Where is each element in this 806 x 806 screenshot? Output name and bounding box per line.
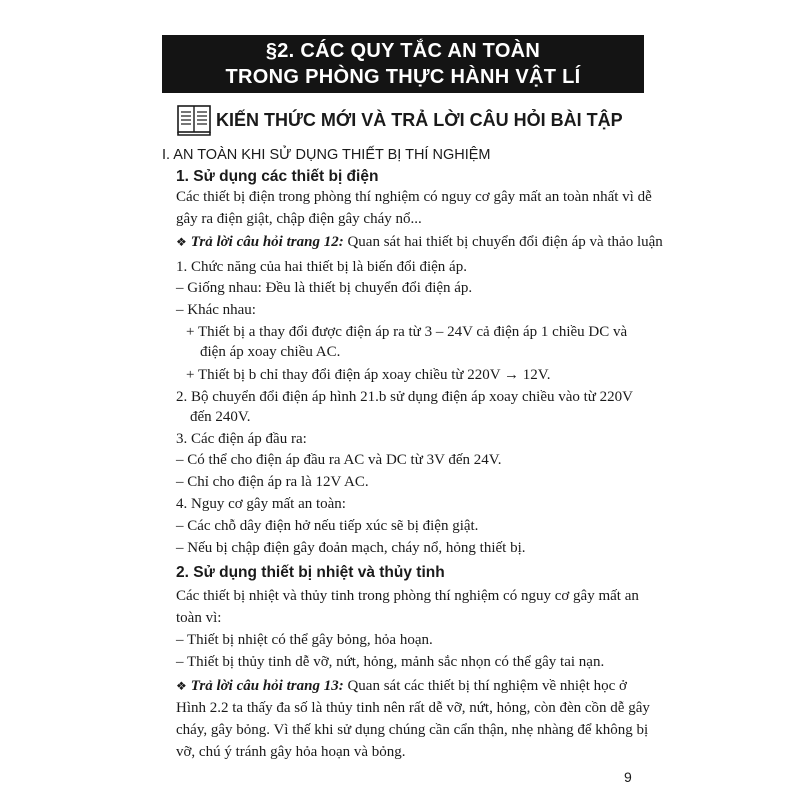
answer-line: – Chỉ cho điện áp ra là 12V AC.: [176, 474, 369, 490]
answer-line: 4. Nguy cơ gây mất an toàn:: [176, 496, 346, 512]
answer-line: 2. Bộ chuyển đổi điện áp hình 21.b sử dụng điện áp xoay chiều vào từ 220V: [176, 389, 634, 405]
section-header: [176, 100, 623, 140]
question-lead: Trả lời câu hỏi trang 13:: [190, 678, 344, 694]
paragraph-line: toàn vì:: [176, 610, 222, 626]
question-lead: Trả lời câu hỏi trang 12:: [190, 234, 344, 250]
book-icon: [176, 103, 212, 137]
paragraph-line: – Thiết bị nhiệt có thể gây bỏng, hỏa hoạn.: [176, 632, 433, 648]
question-text: Quan sát hai thiết bị chuyển đổi điện áp và thảo luận: [343, 234, 663, 250]
paragraph-line: Các thiết bị nhiệt và thủy tinh trong phòng thí nghiệm có nguy cơ gây mất an: [176, 588, 639, 604]
paragraph-line: Các thiết bị điện trong phòng thí nghiệm có nguy cơ gây mất an toàn nhất vì dễ: [176, 189, 652, 205]
question-line: [176, 234, 663, 251]
answer-line: + Thiết bị b chỉ thay đổi điện áp xoay chiều từ 220V → 12V.: [186, 367, 551, 383]
paragraph-line: – Thiết bị thủy tinh dễ vỡ, nứt, hỏng, mảnh sắc nhọn có thể gây tai nạn.: [176, 654, 605, 670]
answer-line: 3. Các điện áp đầu ra:: [176, 431, 307, 447]
subsection-heading-2: 2. Sử dụng thiết bị nhiệt và thủy tinh: [176, 564, 445, 581]
question-marker: ❖: [176, 235, 187, 249]
answer-line: – Giống nhau: Đều là thiết bị chuyển đổi điện áp.: [176, 280, 473, 296]
section-title: KIẾN THỨC MỚI VÀ TRẢ LỜI CÂU HỎI BÀI TẬP: [216, 109, 623, 130]
answer-line: 1. Chức năng của hai thiết bị là biến đổi điện áp.: [176, 259, 467, 275]
answer-line: – Có thể cho điện áp đầu ra AC và DC từ 3V đến 24V.: [176, 452, 502, 468]
part-heading: I. AN TOÀN KHI SỬ DỤNG THIẾT BỊ THÍ NGHIỆM: [162, 147, 491, 163]
answer-line: + Thiết bị a thay đổi được điện áp ra từ 3 – 24V cả điện áp 1 chiều DC và: [186, 324, 628, 340]
chapter-banner: [162, 35, 644, 93]
answer-line: điện áp xoay chiều AC.: [200, 344, 341, 360]
question-line: [176, 678, 627, 695]
paragraph-line: cháy, gây bỏng. Vì thế khi sử dụng chúng cần cẩn thận, nhẹ nhàng để không bị: [176, 722, 649, 738]
subsection-heading-1: 1. Sử dụng các thiết bị điện: [176, 168, 379, 185]
question-marker: ❖: [176, 679, 187, 693]
answer-line: – Các chỗ dây điện hở nếu tiếp xúc sẽ bị điện giật.: [176, 518, 479, 534]
answer-line: – Khác nhau:: [176, 302, 256, 318]
page-number: 9: [624, 769, 632, 785]
answer-line: – Nếu bị chập điện gây đoản mạch, cháy nổ, hỏng thiết bị.: [176, 540, 526, 556]
paragraph-line: gây ra điện giật, chập điện gây cháy nổ...: [176, 211, 422, 227]
answer-line: đến 240V.: [190, 409, 251, 425]
paragraph-line: vỡ, chú ý tránh gây hỏa hoạn và bỏng.: [176, 744, 406, 760]
chapter-title-line1: §2. CÁC QUY TẮC AN TOÀN: [265, 40, 541, 62]
chapter-title-line2: TRONG PHÒNG THỰC HÀNH VẬT LÍ: [225, 66, 581, 88]
question-text: Quan sát các thiết bị thí nghiệm về nhiệt học ở: [343, 678, 627, 694]
paragraph-line: Hình 2.2 ta thấy đa số là thủy tinh nên rất dễ vỡ, nứt, hỏng, còn đèn cồn dễ gây: [176, 700, 650, 716]
